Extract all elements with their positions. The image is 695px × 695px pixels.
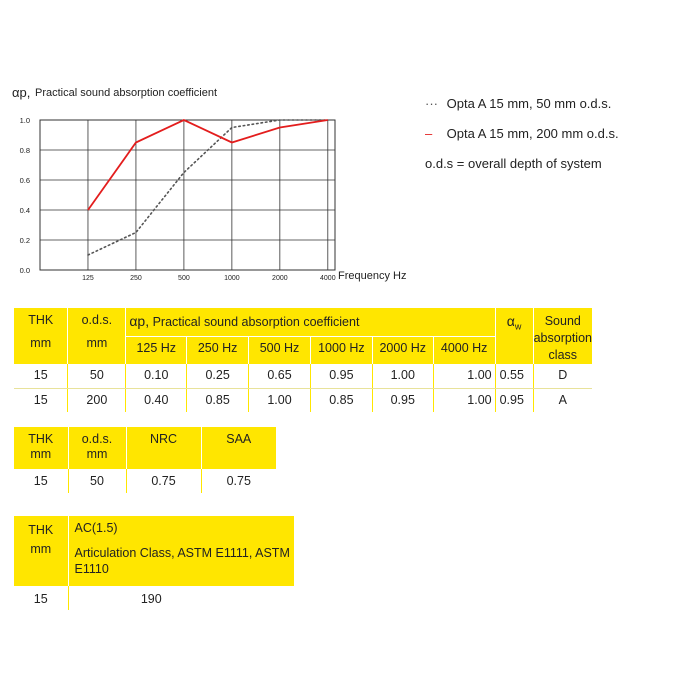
thk-unit: mm xyxy=(30,542,52,556)
aw-header xyxy=(495,308,533,336)
saa-header: SAA xyxy=(201,427,276,447)
thk-cell: 15 xyxy=(14,364,68,388)
freq-header: 2000 Hz xyxy=(372,336,433,364)
alpha-label: Practical sound absorption coefficient xyxy=(152,315,360,329)
table-row xyxy=(14,364,592,388)
aw-cell: 0.55 xyxy=(495,364,533,388)
y-tick-label: 0.4 xyxy=(19,206,30,215)
value-cell: 0.25 xyxy=(187,364,249,388)
aw-cell: 0.95 xyxy=(495,388,533,412)
ods-cell: 50 xyxy=(68,364,126,388)
freq-header: 4000 Hz xyxy=(433,336,495,364)
value-cell: 1.00 xyxy=(249,388,311,412)
nrc-header-blank xyxy=(126,447,201,469)
legend-item-dotted xyxy=(425,96,611,111)
y-tick-labels xyxy=(20,116,30,275)
value-cell: 0.85 xyxy=(187,388,249,412)
solid-line-marker: – xyxy=(425,126,433,141)
class-cell: A xyxy=(558,392,567,407)
value-cell: 0.95 xyxy=(372,388,433,412)
freq-header: 125 Hz xyxy=(126,336,187,364)
thk-header: THK xyxy=(14,427,68,447)
ac-label: AC(1.5) xyxy=(74,521,118,535)
y-tick-label: 0.8 xyxy=(19,146,30,155)
table-row xyxy=(14,469,276,493)
value-cell: 1.00 xyxy=(433,364,495,388)
value-cell: 0.85 xyxy=(310,388,372,412)
y-tick-label: 0.6 xyxy=(19,176,30,185)
nrc-table xyxy=(14,427,276,493)
nrc-cell: 0.75 xyxy=(126,469,201,493)
class-cell: D xyxy=(533,364,592,388)
ac-description: Articulation Class, ASTM E1111, ASTM E1110 xyxy=(74,546,290,576)
legend-note: o.d.s = overall depth of system xyxy=(425,156,602,171)
thk-header xyxy=(14,516,68,586)
legend-label-dotted: Opta A 15 mm, 50 mm o.d.s. xyxy=(446,96,612,111)
y-tick-label: 0.0 xyxy=(19,266,30,275)
chart-series xyxy=(88,120,328,255)
y-axis-label: Practical sound absorption coefficient xyxy=(35,87,218,99)
thk-header-label: THK xyxy=(28,523,54,537)
thk-unit: mm xyxy=(14,447,68,469)
thk-cell: 15 xyxy=(14,388,68,412)
x-tick-label: 1000 xyxy=(224,275,240,282)
x-tick-label: 250 xyxy=(130,275,142,282)
x-tick-label: 500 xyxy=(178,275,190,282)
absorption-table xyxy=(14,308,592,412)
value-cell: 1.00 xyxy=(372,364,433,388)
saa-header-blank xyxy=(201,447,276,469)
freq-header: 250 Hz xyxy=(187,336,249,364)
saa-cell: 0.75 xyxy=(226,474,251,488)
x-tick-label: 2000 xyxy=(272,275,288,282)
alpha-header xyxy=(126,308,495,336)
freq-header: 500 Hz xyxy=(249,336,311,364)
alpha-symbol: αp, xyxy=(129,313,150,329)
ods-cell: 200 xyxy=(68,388,126,412)
table-row xyxy=(14,586,294,610)
aw-symbol: α xyxy=(506,313,515,329)
series-line-200mm xyxy=(88,120,328,210)
legend-label-solid: Opta A 15 mm, 200 mm o.d.s. xyxy=(446,126,619,141)
aw-header-blank xyxy=(495,336,533,364)
legend-item-solid xyxy=(425,126,619,141)
ods-unit: mm xyxy=(68,447,126,469)
thk-unit: mm xyxy=(14,336,68,364)
y-tick-label: 1.0 xyxy=(19,116,30,125)
x-tick-labels xyxy=(82,275,336,282)
plot-frame xyxy=(40,120,335,270)
value-cell: 0.40 xyxy=(126,388,187,412)
x-tick-label: 125 xyxy=(82,275,94,282)
table-row xyxy=(14,388,592,412)
class-header: Sound absorption class xyxy=(533,308,592,364)
series-line-50mm xyxy=(88,120,328,255)
thk-cell: 15 xyxy=(14,469,68,493)
thk-header: THK xyxy=(14,308,68,336)
chart-grid xyxy=(40,120,335,270)
value-cell: 0.65 xyxy=(249,364,311,388)
ods-cell: 50 xyxy=(68,469,126,493)
value-cell: 0.95 xyxy=(310,364,372,388)
x-axis-label: Frequency Hz xyxy=(338,270,407,282)
value-cell: 0.10 xyxy=(126,364,187,388)
aw-subscript: w xyxy=(514,321,522,332)
nrc-header: NRC xyxy=(126,427,201,447)
ods-unit: mm xyxy=(68,336,126,364)
value-cell: 1.00 xyxy=(433,388,495,412)
ac-header xyxy=(68,516,294,586)
dotted-line-marker: ··· xyxy=(425,96,438,111)
x-tick-label: 4000 xyxy=(320,275,336,282)
absorption-chart xyxy=(0,0,695,300)
ac-table xyxy=(14,516,294,610)
ods-header: o.d.s. xyxy=(68,308,126,336)
y-tick-label: 0.2 xyxy=(19,236,30,245)
thk-cell: 15 xyxy=(14,586,68,610)
freq-header: 1000 Hz xyxy=(310,336,372,364)
ods-header: o.d.s. xyxy=(68,427,126,447)
y-axis-symbol: αp, xyxy=(12,85,31,100)
ac-cell: 190 xyxy=(140,592,162,606)
